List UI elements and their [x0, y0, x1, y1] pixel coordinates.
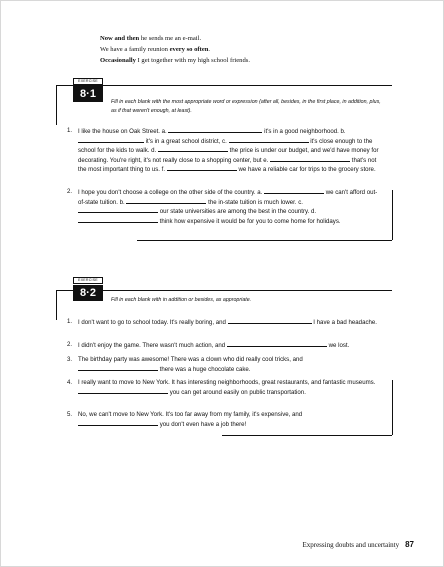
exercise2-top-rule [56, 290, 392, 291]
exercise2-badge-label: EXERCISE [73, 277, 103, 284]
exercise1-badge-label: EXERCISE [73, 78, 103, 85]
exercise2-left-rule [56, 290, 57, 320]
answer-blank[interactable] [78, 137, 144, 143]
page-number: 87 [405, 540, 414, 549]
intro-line-2: We have a family reunion every so often. [100, 46, 211, 53]
exercise2-item-5: 5. No, we can't move to New York. It's too far away from my family, it's expensive, and you don't even have a job there! [67, 411, 303, 428]
exercise1-instruction: Fill in each blank with the most appropriate word or expression (after all, besides, in the first place, in addition, plus, as if that weren't enough, at least). [111, 99, 381, 114]
exercise1-bottom-rule [137, 240, 392, 241]
intro-line-3: Occasionally I get together with my high school friends. [100, 57, 250, 64]
exercise2-item-4: 4. I really want to move to New York. It has interesting neighborhoods, great restaurants, and fantastic museums. you can get around easily on public transportation. [67, 379, 376, 396]
intro-examples [100, 33, 250, 66]
exercise2-number: 8·2 [73, 285, 103, 301]
answer-blank[interactable] [264, 188, 324, 194]
answer-blank[interactable] [167, 165, 237, 171]
answer-blank[interactable] [168, 127, 262, 133]
page-footer [302, 540, 414, 549]
answer-blank[interactable] [78, 420, 158, 426]
exercise2-right-rule [392, 380, 393, 435]
exercise1-number: 8·1 [73, 86, 103, 102]
answer-blank[interactable] [78, 388, 168, 394]
exercise2-item-3: 3. The birthday party was awesome! There was a clown who did really cool tricks, and there was a huge chocolate cake. [67, 356, 303, 373]
answer-blank[interactable] [229, 137, 309, 143]
exercise1-item-1: 1. I like the house on Oak Street. a. it's in a good neighborhood. b. it's in a great school district, c. it's close enough to the school for the kids to walk. d. the price is under our budget, and we'd have money for decorating. You're right, it's not really close to a shopping center, but e. that's not the most important thing to us. f. we have a reliable car for trips to the grocery store. [67, 127, 379, 174]
answer-blank[interactable] [126, 198, 206, 204]
answer-blank[interactable] [270, 156, 350, 162]
answer-blank[interactable] [78, 207, 158, 213]
footer-title: Expressing doubts and uncertainty [302, 541, 400, 549]
exercise1-right-rule [392, 190, 393, 240]
exercise2-item-2: 2. I didn't enjoy the game. There wasn't much action, and we lost. [67, 341, 350, 349]
answer-blank[interactable] [228, 318, 312, 324]
exercise2-bottom-rule [222, 435, 392, 436]
exercise2-badge [73, 277, 103, 301]
answer-blank[interactable] [78, 365, 158, 371]
exercise1-left-rule [56, 85, 57, 125]
exercise2-instruction: Fill in each blank with in addition or besides, as appropriate. [111, 297, 252, 303]
answer-blank[interactable] [158, 146, 228, 152]
answer-blank[interactable] [78, 217, 158, 223]
answer-blank[interactable] [227, 341, 327, 347]
exercise1-top-rule [56, 85, 392, 86]
exercise2-item-1: 1. I don't want to go to school today. It's really boring, and I have a bad headache. [67, 318, 377, 326]
exercise1-item-2: 2. I hope you don't choose a college on the other side of the country. a. we can't afford out-of-state tuition. b. the in-state tuition is much lower. c. our state universities are among the best in the country. d. think how expensive it would be for you to come home for holidays. [67, 188, 378, 225]
intro-line-1: Now and then he sends me an e-mail. [100, 35, 202, 42]
exercise1-badge [73, 78, 103, 102]
